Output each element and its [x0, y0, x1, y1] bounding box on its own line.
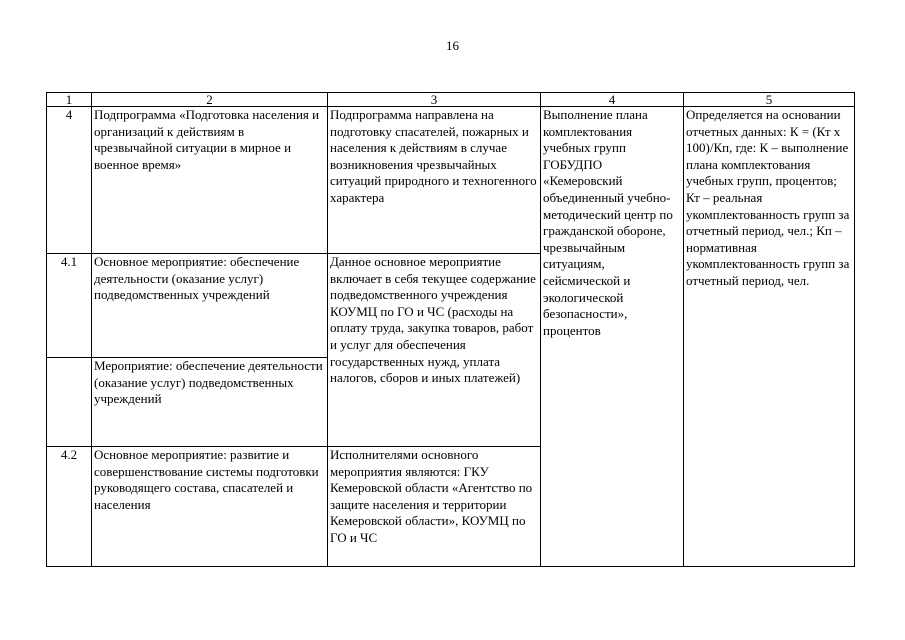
page-number: 16 — [446, 38, 459, 53]
activity-name: Основное мероприятие: развитие и совершенствование системы подготовки руководящего состава, спасателей и населения — [92, 447, 328, 567]
row-number — [47, 358, 92, 447]
indicator-name: Выполнение плана комплектования учебных групп ГОБУДПО «Кемеровский объединенный учебно-методический центр по гражданской обороне, чрезвычайным ситуациям, сейсмической и экологической безопасности», процентов — [541, 107, 684, 567]
header-cell-1: 1 — [47, 93, 92, 107]
header-cell-5: 5 — [684, 93, 855, 107]
activity-description: Данное основное мероприятие включает в себя текущее содержание подведомственного учреждения КОУМЦ по ГО и ЧС (расходы на оплату труда, закупка товаров, работ и услуг для обеспечения государственных нужд, уплата налогов, сборов и иных платежей) — [328, 254, 541, 447]
header-cell-4: 4 — [541, 93, 684, 107]
row-number: 4.1 — [47, 254, 92, 358]
program-table — [46, 92, 855, 567]
row-number: 4.2 — [47, 447, 92, 567]
row-number: 4 — [47, 107, 92, 254]
table-row — [47, 107, 855, 254]
subprogram-name: Подпрограмма «Подготовка населения и организаций к действиям в чрезвычайной ситуации в мирное и военное время» — [92, 107, 328, 254]
subprogram-description: Подпрограмма направлена на подготовку спасателей, пожарных и населения к действиям в случае возникновения чрезвычайных ситуаций природного и техногенного характера — [328, 107, 541, 254]
header-row — [47, 93, 855, 107]
header-cell-2: 2 — [92, 93, 328, 107]
indicator-method: Определяется на основании отчетных данных: К = (Кт х 100)/Кп, где: К – выполнение плана комплектования учебных групп, процентов; Кт – реальная укомплектованность групп за отчетный период, чел.; Кп – нормативная укомплектованность групп за отчетный период, чел. — [684, 107, 855, 567]
activity-name: Основное мероприятие: обеспечение деятельности (оказание услуг) подведомственных учреждений — [92, 254, 328, 358]
activity-description: Исполнителями основного мероприятия являются: ГКУ Кемеровской области «Агентство по защите населения и территории Кемеровской области», КОУМЦ по ГО и ЧС — [328, 447, 541, 567]
activity-name: Мероприятие: обеспечение деятельности (оказание услуг) подведомственных учреждений — [92, 358, 328, 447]
header-cell-3: 3 — [328, 93, 541, 107]
